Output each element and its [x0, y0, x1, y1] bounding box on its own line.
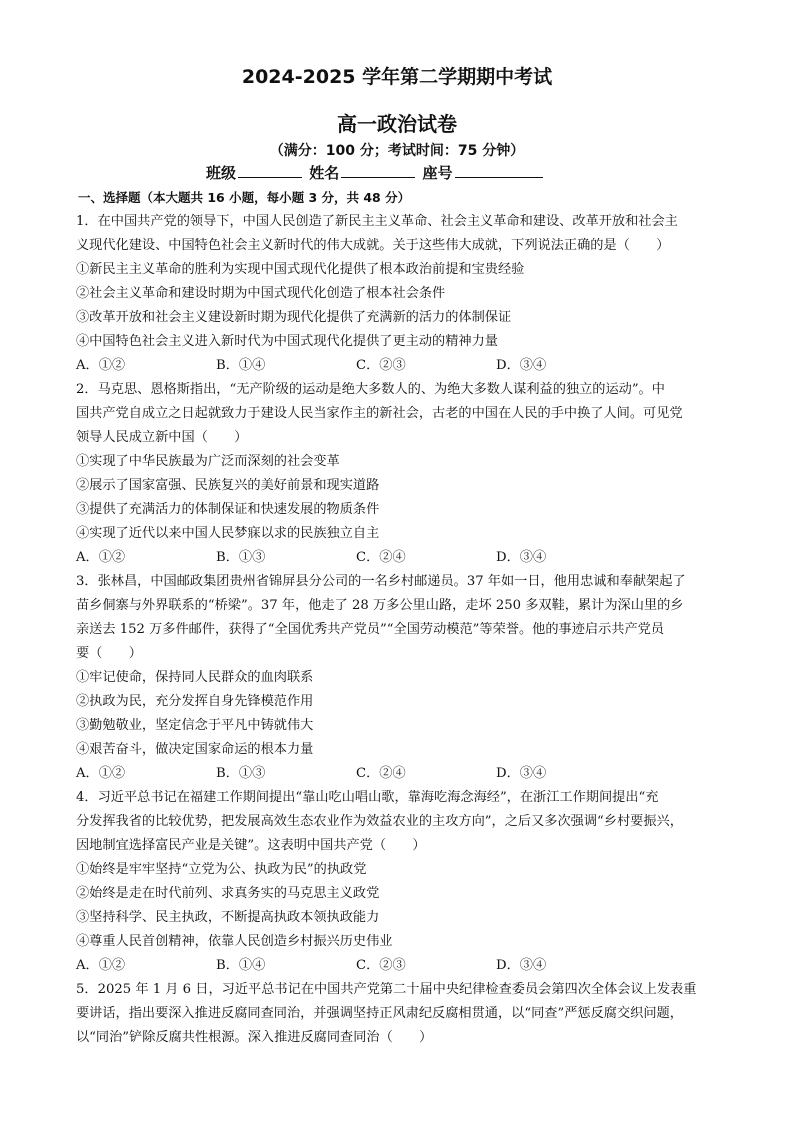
question-stem-line: 要（ ）: [76, 646, 142, 661]
statement-option: ②展示了国家富强、民族复兴的美好前景和现实道路: [76, 478, 380, 493]
answer-choice[interactable]: A．①②: [76, 358, 126, 373]
question-stem-line: 苗乡侗寨与外界联系的“桥梁”。37 年，他走了 28 万多公里山路，走坏 250 多双鞋，累计为深山里的乡: [76, 598, 684, 613]
question-2: [76, 378, 726, 570]
seat-label: 座号: [422, 164, 453, 182]
answer-choices: [76, 354, 726, 378]
answer-choice[interactable]: C．②③: [356, 358, 406, 373]
question-5: [76, 978, 726, 1050]
question-stem-line: 亲送去 152 万多件邮件，获得了“全国优秀共产党员”“全国劳动模范”等荣誉。他的事迹启示共产党员: [76, 622, 665, 637]
section-title: 一、选择题（本大题共 16 小题，每小题 3 分，共 48 分）: [78, 190, 411, 205]
answer-choice[interactable]: B．①④: [216, 358, 266, 373]
answer-choice[interactable]: D．③④: [496, 358, 547, 373]
seat-blank: [455, 163, 543, 178]
exam-subtitle: 高一政治试卷: [337, 112, 457, 136]
answer-choices: [76, 954, 726, 978]
question-stem-line: 4．习近平总书记在福建工作期间提出“靠山吃山唱山歌，靠海吃海念海经”，在浙江工作期间提出“充: [76, 790, 659, 805]
question-4: [76, 786, 726, 978]
statement-option: ③坚持科学、民主执政，不断提高执政本领执政能力: [76, 910, 380, 925]
answer-choice[interactable]: B．①④: [216, 958, 266, 973]
answer-choices: [76, 762, 726, 786]
name-label: 姓名: [309, 164, 340, 182]
student-info-fields: [206, 162, 545, 183]
answer-choice[interactable]: D．③④: [496, 958, 547, 973]
answer-choice[interactable]: A．①②: [76, 550, 126, 565]
statement-option: ④尊重人民首创精神，依靠人民创造乡村振兴历史伟业: [76, 934, 393, 949]
answer-choice[interactable]: B．①③: [216, 766, 266, 781]
question-stem-line: 2．马克思、恩格斯指出，“无产阶级的运动是绝大多数人的、为绝大多数人谋利益的独立的运动”。中: [76, 382, 665, 397]
exam-meta: （满分：100 分；考试时间：75 分钟）: [269, 143, 525, 159]
class-label: 班级: [206, 164, 237, 182]
question-3: [76, 570, 726, 786]
answer-choice[interactable]: A．①②: [76, 766, 126, 781]
answer-choice[interactable]: A．①②: [76, 958, 126, 973]
statement-option: ③勤勉敬业，坚定信念于平凡中铸就伟大: [76, 718, 314, 733]
statement-option: ①牢记使命，保持同人民群众的血肉联系: [76, 670, 314, 685]
question-stem-line: 5．2025 年 1 月 6 日，习近平总书记在中国共产党第二十届中央纪律检查委员会第四次全体会议上发表重: [76, 982, 697, 997]
question-stem-line: 要讲话，指出要深入推进反腐同查同治，并强调坚持正风肃纪反腐相贯通，以“同查”严惩反腐交织问题，: [76, 1006, 683, 1021]
statement-option: ①实现了中华民族最为广泛而深刻的社会变革: [76, 454, 340, 469]
question-stem-line: 国共产党自成立之日起就致力于建设人民当家作主的新社会，古老的中国在人民的手中换了人间。可见党: [76, 406, 683, 421]
statement-option: ③提供了充满活力的体制保证和快速发展的物质条件: [76, 502, 380, 517]
name-blank: [341, 163, 415, 178]
answer-choice[interactable]: B．①③: [216, 550, 266, 565]
statement-option: ③改革开放和社会主义建设新时期为现代化提供了充满新的活力的体制保证: [76, 310, 512, 325]
statement-option: ④中国特色社会主义进入新时代为中国式现代化提供了更主动的精神力量: [76, 334, 498, 349]
question-1: [76, 210, 726, 378]
answer-choice[interactable]: D．③④: [496, 550, 547, 565]
statement-option: ④艰苦奋斗，做决定国家命运的根本力量: [76, 742, 314, 757]
question-stem-line: 因地制宜选择富民产业是关键”。这表明中国共产党（ ）: [76, 838, 426, 853]
class-blank: [238, 163, 302, 178]
statement-option: ④实现了近代以来中国人民梦寐以求的民族独立自主: [76, 526, 380, 541]
question-stem-line: 义现代化建设、中国特色社会主义新时代的伟大成就。关于这些伟大成就，下列说法正确的是（ ）: [76, 238, 670, 253]
question-stem-line: 分发挥我省的比较优势，把发展高效生态农业作为效益农业的主攻方向”，之后又多次强调“乡村要振兴，: [76, 814, 683, 829]
answer-choice[interactable]: D．③④: [496, 766, 547, 781]
question-stem-line: 1．在中国共产党的领导下，中国人民创造了新民主主义革命、社会主义革命和建设、改革开放和社会主: [76, 214, 678, 229]
statement-option: ①新民主主义革命的胜利为实现中国式现代化提供了根本政治前提和宝贵经验: [76, 262, 525, 277]
answer-choice[interactable]: C．②④: [356, 550, 406, 565]
statement-option: ②社会主义革命和建设时期为中国式现代化创造了根本社会条件: [76, 286, 446, 301]
statement-option: ②始终是走在时代前列、求真务实的马克思主义政党: [76, 886, 380, 901]
question-list: [76, 210, 726, 1050]
question-stem-line: 领导人民成立新中国（ ）: [76, 430, 248, 445]
question-stem-line: 以“同治”铲除反腐共性根源。深入推进反腐同查同治（ ）: [76, 1030, 433, 1045]
answer-choice[interactable]: C．②④: [356, 766, 406, 781]
statement-option: ①始终是牢牢坚持“立党为公、执政为民”的执政党: [76, 862, 367, 877]
exam-title: 2024-2025 学年第二学期期中考试: [241, 66, 553, 88]
answer-choice[interactable]: C．②③: [356, 958, 406, 973]
question-stem-line: 3．张林昌，中国邮政集团贵州省锦屏县分公司的一名乡村邮递员。37 年如一日，他用忠诚和奉献架起了: [76, 574, 686, 589]
answer-choices: [76, 546, 726, 570]
statement-option: ②执政为民，充分发挥自身先锋模范作用: [76, 694, 314, 709]
